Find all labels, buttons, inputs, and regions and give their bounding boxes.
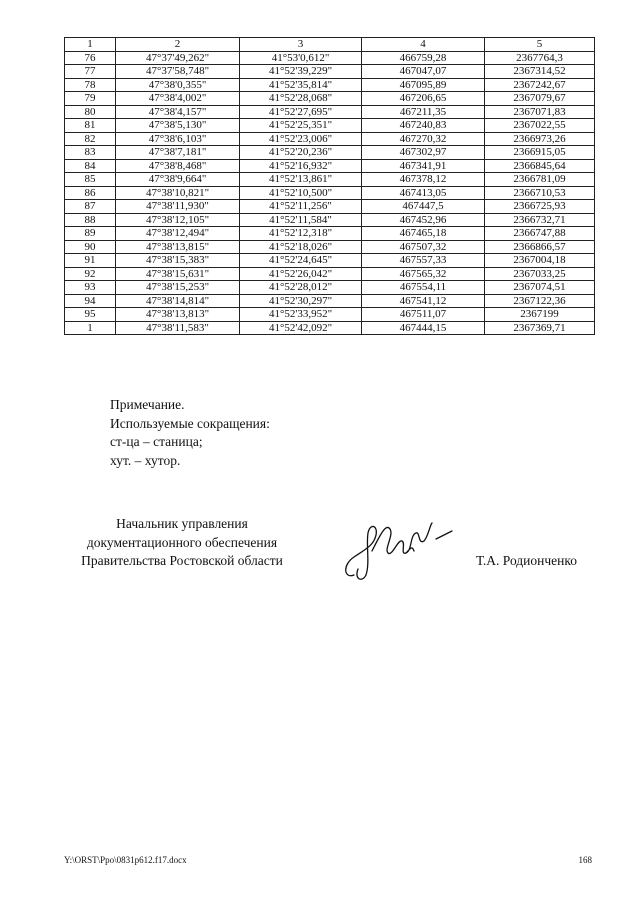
table-cell: 467444,15	[362, 321, 485, 335]
table-row	[65, 308, 595, 322]
table-cell: 47°38'14,814"	[116, 294, 240, 308]
table-cell: 2367033,25	[485, 267, 595, 281]
table-cell: 92	[65, 267, 116, 281]
handwritten-signature	[340, 505, 460, 585]
table-cell: 47°38'13,813"	[116, 308, 240, 322]
table-cell: 47°38'15,383"	[116, 254, 240, 268]
signer-name: Т.А. Родионченко	[476, 553, 577, 568]
table-cell: 41°52'24,645"	[240, 254, 362, 268]
table-cell: 466759,28	[362, 51, 485, 65]
table-cell: 87	[65, 200, 116, 214]
table-cell: 47°37'58,748"	[116, 65, 240, 79]
table-cell: 2367369,71	[485, 321, 595, 335]
table-row	[65, 267, 595, 281]
table-cell: 41°52'27,695"	[240, 105, 362, 119]
table-cell: 2366710,53	[485, 186, 595, 200]
table-cell: 47°38'5,130"	[116, 119, 240, 133]
table-cell: 79	[65, 92, 116, 106]
table-cell: 77	[65, 65, 116, 79]
table-cell: 47°38'10,821"	[116, 186, 240, 200]
table-row	[65, 227, 595, 241]
table-cell: 467270,32	[362, 132, 485, 146]
table-cell: 41°52'12,318"	[240, 227, 362, 241]
table-row	[65, 146, 595, 160]
table-cell: 47°38'11,583"	[116, 321, 240, 335]
table-row	[65, 105, 595, 119]
table-cell: 467240,83	[362, 119, 485, 133]
table-cell: 41°52'13,861"	[240, 173, 362, 187]
note-title: Примечание.	[110, 397, 185, 412]
table-cell: 47°38'11,930"	[116, 200, 240, 214]
table-cell: 2367074,51	[485, 281, 595, 295]
table-row	[65, 92, 595, 106]
table-cell: 2366866,57	[485, 240, 595, 254]
note-section	[110, 396, 270, 470]
table-cell: 2366781,09	[485, 173, 595, 187]
table-row	[65, 281, 595, 295]
table-cell: 81	[65, 119, 116, 133]
table-row	[65, 240, 595, 254]
table-cell: 2366725,93	[485, 200, 595, 214]
table-cell: 78	[65, 78, 116, 92]
table-cell: 93	[65, 281, 116, 295]
position-line: Начальник управления	[116, 516, 248, 531]
table-cell: 47°38'6,103"	[116, 132, 240, 146]
table-cell: 467554,11	[362, 281, 485, 295]
table-cell: 467413,05	[362, 186, 485, 200]
table-cell: 86	[65, 186, 116, 200]
table-cell: 47°38'15,631"	[116, 267, 240, 281]
table-cell: 2366845,64	[485, 159, 595, 173]
table-cell: 467465,18	[362, 227, 485, 241]
table-row	[65, 200, 595, 214]
table-cell: 90	[65, 240, 116, 254]
table-cell: 41°52'16,932"	[240, 159, 362, 173]
note-item: хут. – хутор.	[110, 452, 181, 468]
header-cell: 1	[65, 38, 116, 52]
table-row	[65, 159, 595, 173]
table-cell: 94	[65, 294, 116, 308]
table-cell: 2367004,18	[485, 254, 595, 268]
table-cell: 83	[65, 146, 116, 160]
table-cell: 41°52'25,351"	[240, 119, 362, 133]
table-cell: 2366973,26	[485, 132, 595, 146]
note-item: ст-ца – станица;	[110, 434, 203, 449]
table-cell: 2367122,36	[485, 294, 595, 308]
table-cell: 2367022,55	[485, 119, 595, 133]
coordinates-table	[64, 37, 595, 335]
table-cell: 2367242,67	[485, 78, 595, 92]
table-row	[65, 119, 595, 133]
table-cell: 41°52'33,952"	[240, 308, 362, 322]
table-cell: 89	[65, 227, 116, 241]
table-cell: 467452,96	[362, 213, 485, 227]
table-cell: 95	[65, 308, 116, 322]
table-cell: 41°52'10,500"	[240, 186, 362, 200]
note-intro: Используемые сокращения:	[110, 415, 270, 431]
signer-position	[64, 515, 300, 571]
table-body	[65, 51, 595, 335]
table-row	[65, 294, 595, 308]
table-cell: 82	[65, 132, 116, 146]
table-cell: 41°52'23,006"	[240, 132, 362, 146]
table-cell: 467095,89	[362, 78, 485, 92]
table-cell: 41°52'35,814"	[240, 78, 362, 92]
position-line: Правительства Ростовской области	[81, 553, 283, 568]
footer-file-path: Y:\ORST\Ppo\0831p612.f17.docx	[64, 855, 187, 865]
table-header-row	[65, 38, 595, 52]
table-cell: 41°52'26,042"	[240, 267, 362, 281]
table-cell: 2366747,88	[485, 227, 595, 241]
table-cell: 47°38'12,494"	[116, 227, 240, 241]
position-line: документационного обеспечения	[86, 534, 278, 550]
table-row	[65, 51, 595, 65]
header-cell: 3	[240, 38, 362, 52]
table-row	[65, 321, 595, 335]
page-number: 168	[578, 855, 592, 865]
table-cell: 41°52'42,092"	[240, 321, 362, 335]
table-cell: 47°38'12,105"	[116, 213, 240, 227]
table-cell: 76	[65, 51, 116, 65]
table-cell: 41°52'18,026"	[240, 240, 362, 254]
table-cell: 85	[65, 173, 116, 187]
table-cell: 47°37'49,262"	[116, 51, 240, 65]
table-cell: 2367079,67	[485, 92, 595, 106]
table-cell: 467557,33	[362, 254, 485, 268]
table-cell: 47°38'9,664"	[116, 173, 240, 187]
table-cell: 2366915,05	[485, 146, 595, 160]
table-row	[65, 132, 595, 146]
table-row	[65, 78, 595, 92]
table-cell: 41°53'0,612"	[240, 51, 362, 65]
table-cell: 47°38'8,468"	[116, 159, 240, 173]
table-cell: 467565,32	[362, 267, 485, 281]
table-cell: 41°52'20,236"	[240, 146, 362, 160]
table-row	[65, 65, 595, 79]
table-cell: 41°52'28,068"	[240, 92, 362, 106]
table-cell: 467511,07	[362, 308, 485, 322]
table-cell: 41°52'30,297"	[240, 294, 362, 308]
table-row	[65, 186, 595, 200]
table-cell: 47°38'4,157"	[116, 105, 240, 119]
table-cell: 41°52'11,584"	[240, 213, 362, 227]
table-cell: 88	[65, 213, 116, 227]
table-cell: 467541,12	[362, 294, 485, 308]
table-cell: 41°52'11,256"	[240, 200, 362, 214]
table-cell: 467211,35	[362, 105, 485, 119]
table-cell: 2366732,71	[485, 213, 595, 227]
table-cell: 84	[65, 159, 116, 173]
table-row	[65, 173, 595, 187]
table-cell: 80	[65, 105, 116, 119]
header-cell: 5	[485, 38, 595, 52]
table-cell: 2367314,52	[485, 65, 595, 79]
table-cell: 2367199	[485, 308, 595, 322]
table-cell: 47°38'0,355"	[116, 78, 240, 92]
table-cell: 467378,12	[362, 173, 485, 187]
header-cell: 2	[116, 38, 240, 52]
table-cell: 41°52'28,012"	[240, 281, 362, 295]
table-row	[65, 213, 595, 227]
table-cell: 91	[65, 254, 116, 268]
table-cell: 467507,32	[362, 240, 485, 254]
table-cell: 1	[65, 321, 116, 335]
table-cell: 47°38'15,253"	[116, 281, 240, 295]
table-cell: 47°38'4,002"	[116, 92, 240, 106]
table-cell: 2367764,3	[485, 51, 595, 65]
table-cell: 41°52'39,229"	[240, 65, 362, 79]
table-cell: 467302,97	[362, 146, 485, 160]
table-cell: 47°38'7,181"	[116, 146, 240, 160]
table-cell: 467206,65	[362, 92, 485, 106]
table-cell: 47°38'13,815"	[116, 240, 240, 254]
table-cell: 2367071,83	[485, 105, 595, 119]
table-cell: 467447,5	[362, 200, 485, 214]
table-cell: 467047,07	[362, 65, 485, 79]
header-cell: 4	[362, 38, 485, 52]
table-row	[65, 254, 595, 268]
table-cell: 467341,91	[362, 159, 485, 173]
